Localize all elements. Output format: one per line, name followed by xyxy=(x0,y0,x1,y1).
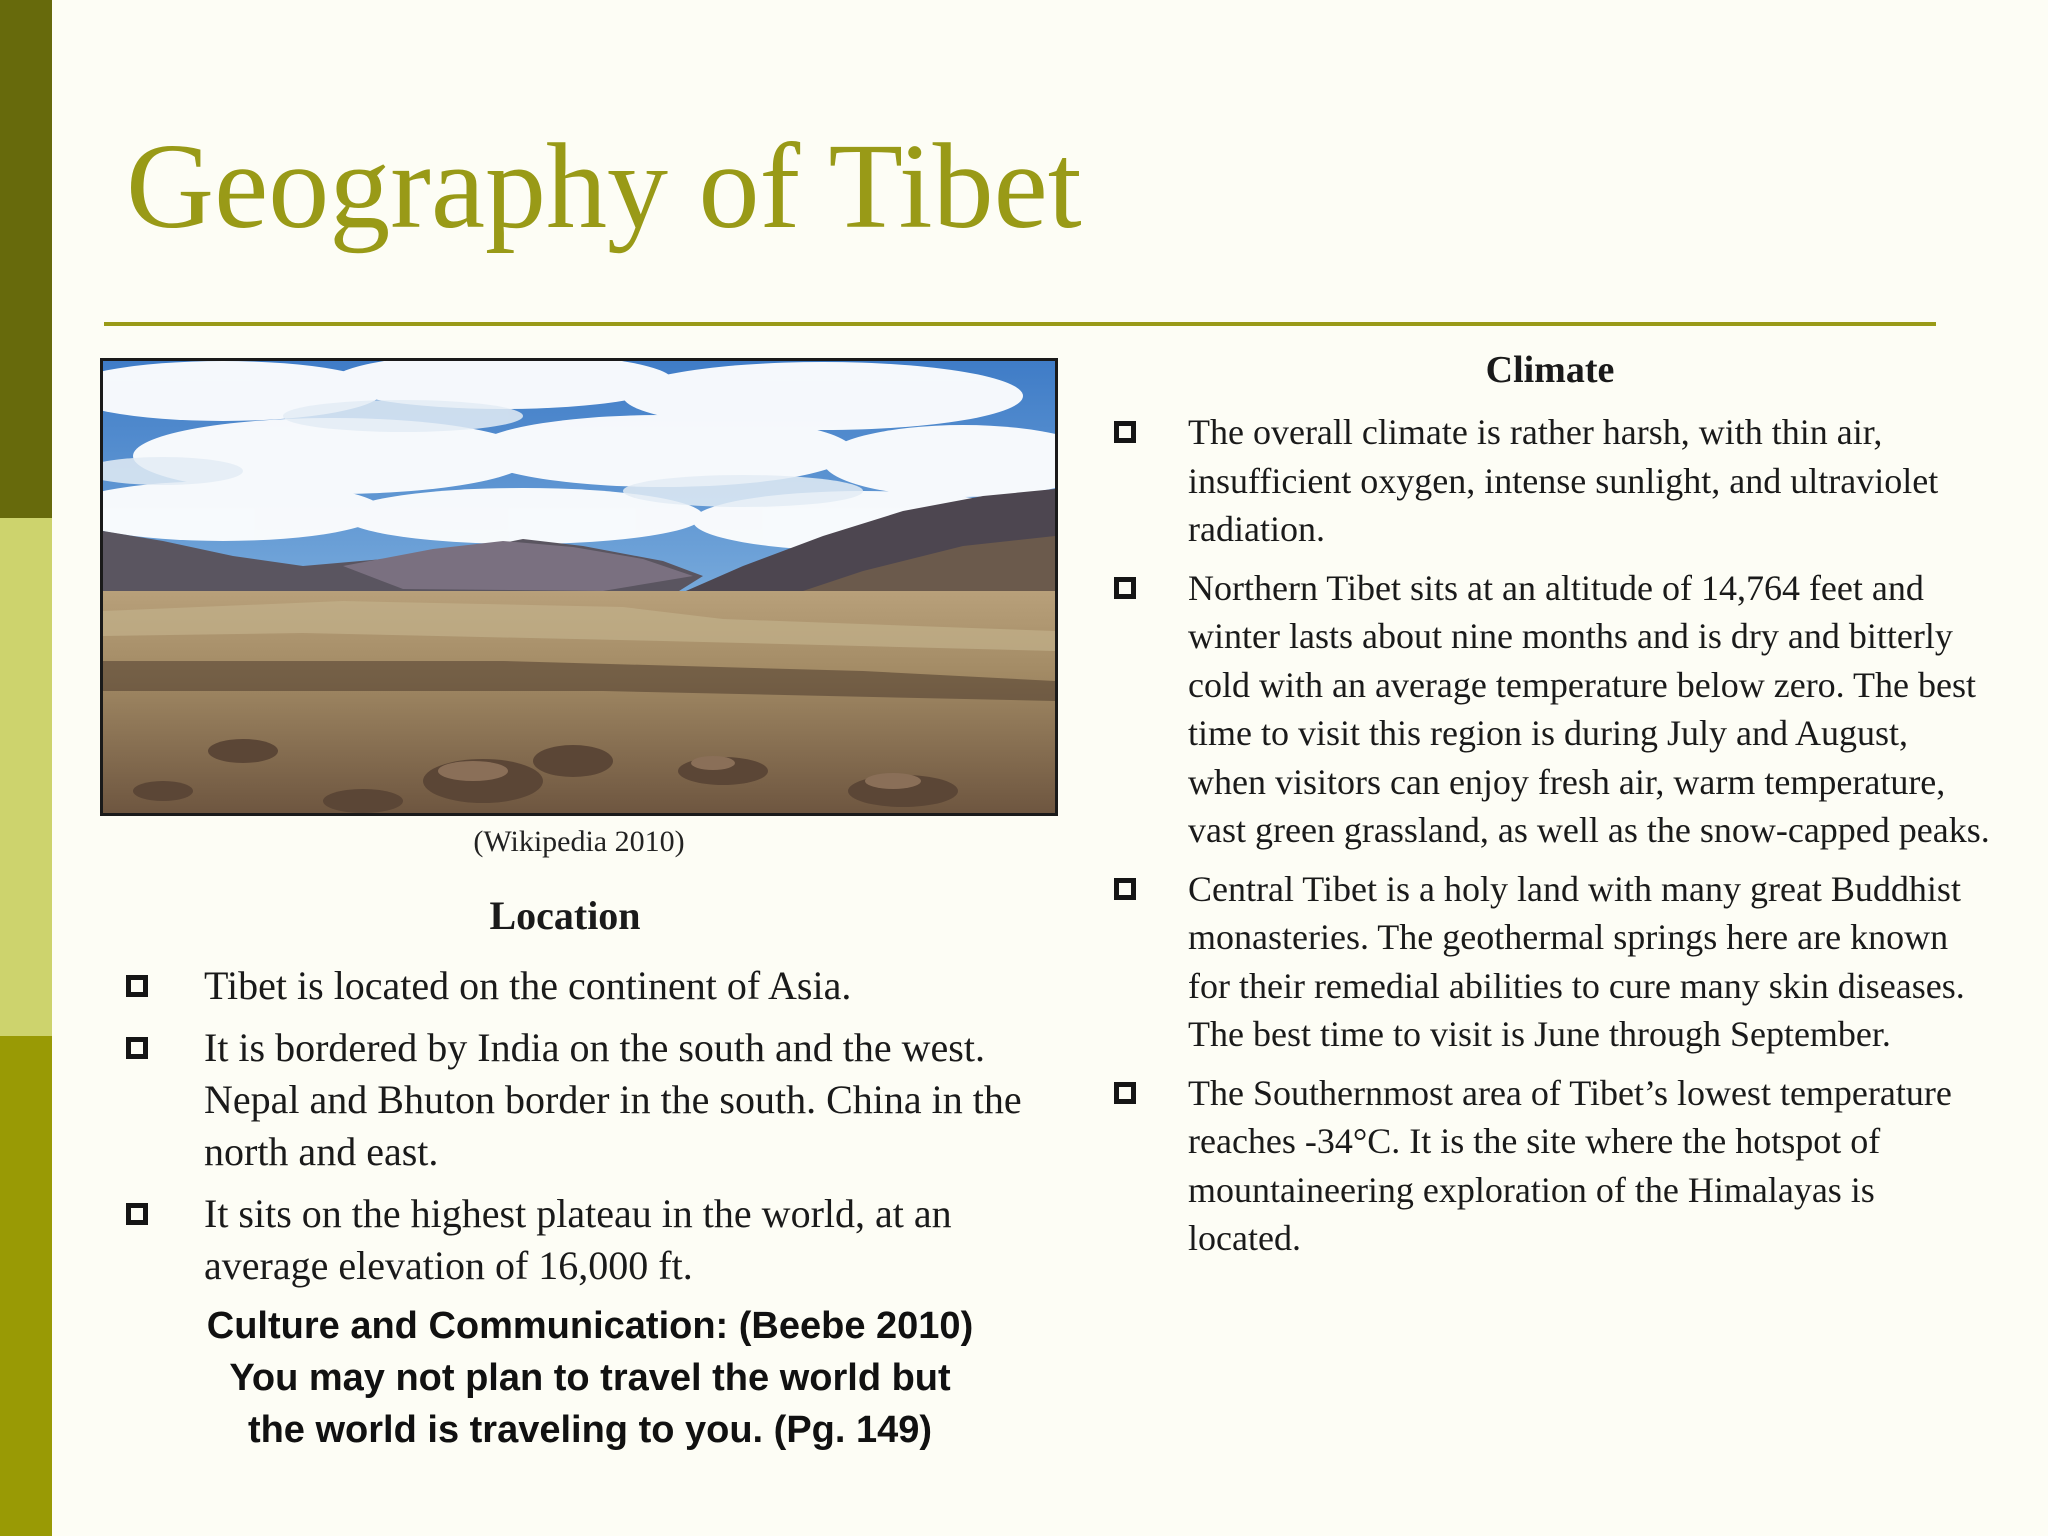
location-bullet-list xyxy=(126,960,1026,1302)
tibet-landscape-photo xyxy=(100,358,1058,816)
list-item xyxy=(126,1022,1026,1178)
accent-bar-bottom xyxy=(0,1036,52,1536)
square-bullet-icon xyxy=(1114,421,1136,443)
climate-bullet-list xyxy=(1114,408,1994,1273)
bullet-text: Central Tibet is a holy land with many great Buddhist monasteries. The geothermal springs here are known for their remedial abilities to cure many skin diseases. The best time to visit is June through September. xyxy=(1188,868,1965,1054)
climate-heading: Climate xyxy=(1485,349,1615,391)
square-bullet-icon xyxy=(126,1203,148,1225)
list-item xyxy=(1114,564,1994,855)
square-bullet-icon xyxy=(126,975,148,997)
list-item xyxy=(126,1188,1026,1292)
list-item xyxy=(1114,408,1994,554)
list-item xyxy=(126,960,1026,1012)
quote-line: Culture and Communication: (Beebe 2010) xyxy=(206,1305,974,1347)
title-divider xyxy=(104,322,1936,326)
culture-quote xyxy=(110,1300,1070,1456)
accent-bar-middle xyxy=(0,518,52,1036)
photo-caption: (Wikipedia 2010) xyxy=(473,825,685,858)
bullet-text: The overall climate is rather harsh, with thin air, insufficient oxygen, intense sunlight, and ultraviolet radiation. xyxy=(1188,412,1939,549)
quote-line: You may not plan to travel the world but xyxy=(229,1357,951,1399)
list-item xyxy=(1114,865,1994,1059)
slide-title: Geography of Tibet xyxy=(126,119,1082,254)
list-item xyxy=(1114,1069,1994,1263)
bullet-text: Tibet is located on the continent of Asia. xyxy=(204,963,852,1008)
square-bullet-icon xyxy=(1114,577,1136,599)
bullet-text: The Southernmost area of Tibet’s lowest temperature reaches -34°C. It is the site where the hotspot of mountaineering exploration of the Himalayas is located. xyxy=(1188,1072,1952,1258)
square-bullet-icon xyxy=(126,1037,148,1059)
accent-bar-top xyxy=(0,0,52,518)
square-bullet-icon xyxy=(1114,878,1136,900)
location-heading: Location xyxy=(489,893,641,938)
bullet-text: Northern Tibet sits at an altitude of 14,764 feet and winter lasts about nine months and is dry and bitterly cold with an average temperature below zero. The best time to visit this region is during July and August, when visitors can enjoy fresh air, warm temperature, vast green grassland, as well as the snow-capped peaks. xyxy=(1188,567,1990,850)
bullet-text: It is bordered by India on the south and the west. Nepal and Bhuton border in the south. China in the north and east. xyxy=(204,1025,1022,1174)
square-bullet-icon xyxy=(1114,1082,1136,1104)
quote-line: the world is traveling to you. (Pg. 149) xyxy=(247,1409,933,1451)
bullet-text: It sits on the highest plateau in the world, at an average elevation of 16,000 ft. xyxy=(204,1191,952,1288)
